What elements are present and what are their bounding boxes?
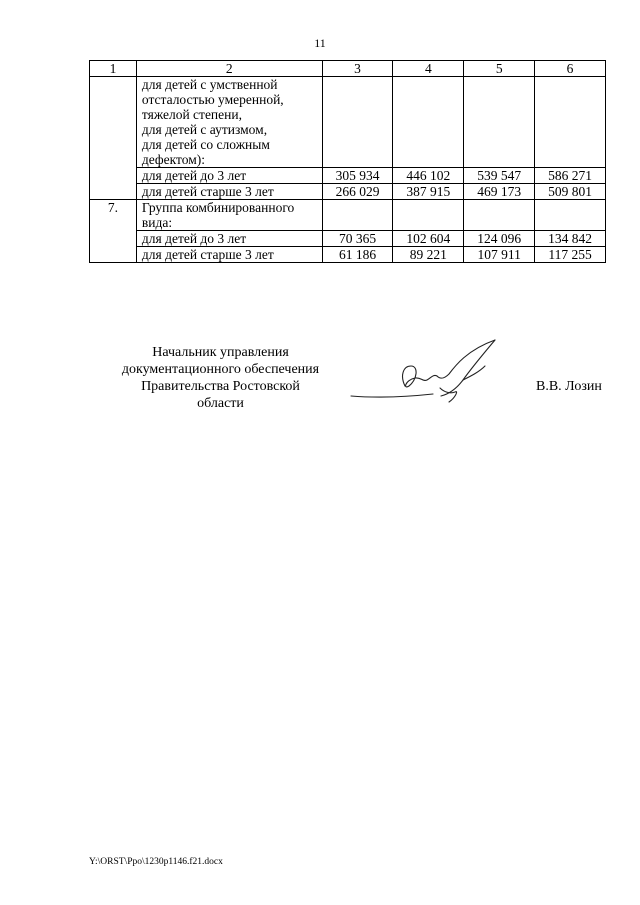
group6-number-cell [90, 77, 137, 200]
header-col-5: 5 [464, 61, 535, 77]
table-row-group7-title [90, 200, 606, 231]
table-row [90, 247, 606, 263]
table-row-group6-description [90, 77, 606, 168]
value-cell: 509 801 [535, 184, 606, 200]
group6-desc-line: для детей со сложным [141, 137, 270, 152]
group6-desc-line: для детей с аутизмом, [141, 122, 268, 137]
value-cell: 387 915 [393, 184, 464, 200]
value-cell: 266 029 [322, 184, 393, 200]
signer-name: В.В. Лозин [536, 379, 602, 394]
page-number: 11 [314, 36, 326, 50]
signer-position-line: Правительства Ростовской области [141, 379, 300, 411]
value-cell: 124 096 [464, 231, 535, 247]
group6-desc-line: дефектом): [141, 152, 206, 167]
group7-title-line: вида: [141, 215, 173, 230]
row-label: для детей старше 3 лет [136, 184, 322, 200]
row-label: для детей старше 3 лет [136, 247, 322, 263]
table-row [90, 184, 606, 200]
row-label: для детей до 3 лет [136, 231, 322, 247]
group7-title-line: Группа комбинированного [141, 200, 295, 215]
value-cell: 446 102 [393, 168, 464, 184]
value-cell: 305 934 [322, 168, 393, 184]
group6-desc-line: для детей с умственной [141, 77, 278, 92]
value-cell: 469 173 [464, 184, 535, 200]
header-col-1: 1 [90, 61, 137, 77]
value-cell: 89 221 [393, 247, 464, 263]
signer-position-line: документационного обеспечения [121, 362, 320, 377]
tariff-table [89, 60, 606, 263]
table-row [90, 231, 606, 247]
value-cell: 107 911 [464, 247, 535, 263]
header-col-4: 4 [393, 61, 464, 77]
value-cell: 102 604 [393, 231, 464, 247]
value-cell: 134 842 [535, 231, 606, 247]
group6-description [136, 77, 322, 168]
header-col-3: 3 [322, 61, 393, 77]
file-path: Y:\ORST\Ppo\1230p1146.f21.docx [89, 857, 223, 867]
value-cell: 61 186 [322, 247, 393, 263]
header-col-6: 6 [535, 61, 606, 77]
group7-title [136, 200, 322, 231]
signer-position [118, 344, 323, 412]
value-cell: 539 547 [464, 168, 535, 184]
handwritten-signature [345, 336, 515, 408]
value-cell: 117 255 [535, 247, 606, 263]
group6-desc-line: тяжелой степени, [141, 107, 242, 122]
value-cell: 70 365 [322, 231, 393, 247]
value-cell: 586 271 [535, 168, 606, 184]
signer-position-line: Начальник управления [152, 345, 289, 360]
table-header-row [90, 61, 606, 77]
group6-desc-line: отсталостью умеренной, [141, 92, 284, 107]
row-label: для детей до 3 лет [136, 168, 322, 184]
table-row [90, 168, 606, 184]
group7-number: 7. [90, 200, 137, 263]
header-col-2: 2 [136, 61, 322, 77]
